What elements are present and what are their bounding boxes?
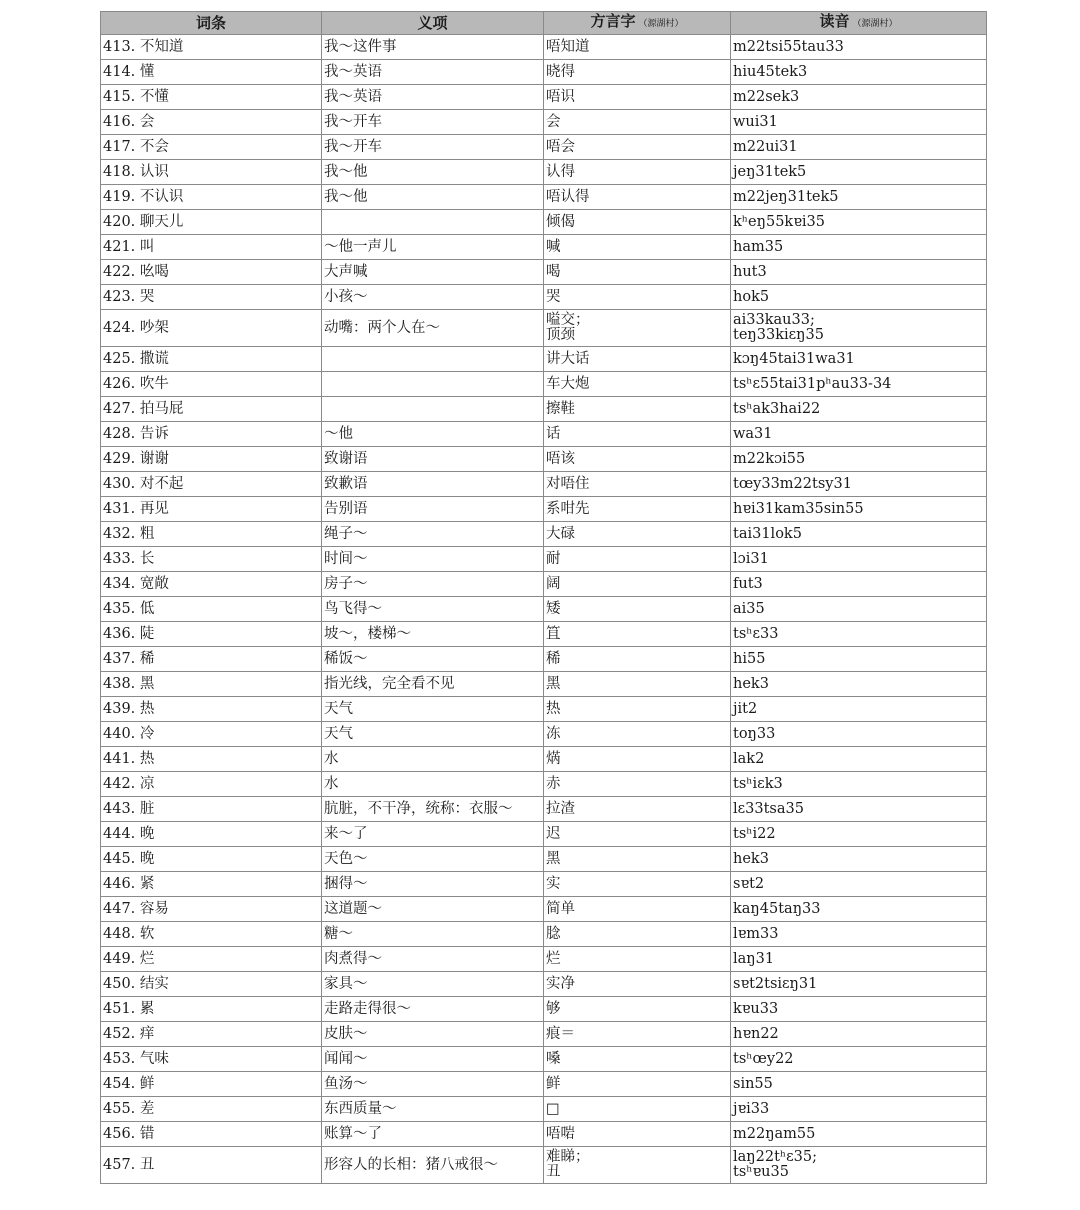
table-row (101, 1147, 987, 1184)
cell-dialect: 喝 (544, 260, 731, 285)
cell-sense: 我～开车 (322, 110, 544, 135)
table-row (101, 997, 987, 1022)
cell-reading: hut3 (731, 260, 987, 285)
cell-dialect: 讲大话 (544, 347, 731, 372)
cell-dialect: 难睇； 丑 (544, 1147, 731, 1184)
cell-term: 428. 告诉 (101, 422, 322, 447)
cell-dialect: 热 (544, 697, 731, 722)
cell-sense: 走路走得很～ (322, 997, 544, 1022)
table-row (101, 1047, 987, 1072)
cell-dialect: 赤 (544, 772, 731, 797)
cell-dialect: 大碌 (544, 522, 731, 547)
table-row (101, 597, 987, 622)
cell-reading: kɐu33 (731, 997, 987, 1022)
table-row (101, 847, 987, 872)
cell-term: 433. 长 (101, 547, 322, 572)
cell-dialect: 喊 (544, 235, 731, 260)
table-row (101, 497, 987, 522)
cell-sense: 动嘴：两个人在～ (322, 310, 544, 347)
table-row (101, 647, 987, 672)
cell-dialect: 唔啱 (544, 1122, 731, 1147)
table-row (101, 522, 987, 547)
cell-sense: 我～开车 (322, 135, 544, 160)
cell-reading: hi55 (731, 647, 987, 672)
cell-reading: sɐt2 (731, 872, 987, 897)
cell-sense: 告别语 (322, 497, 544, 522)
cell-dialect: 简单 (544, 897, 731, 922)
cell-term: 438. 黑 (101, 672, 322, 697)
table-row (101, 185, 987, 210)
cell-reading: kaŋ45taŋ33 (731, 897, 987, 922)
cell-term: 422. 吆喝 (101, 260, 322, 285)
cell-sense: 鸟飞得～ (322, 597, 544, 622)
cell-term: 421. 叫 (101, 235, 322, 260)
cell-dialect: 唔认得 (544, 185, 731, 210)
cell-term: 448. 软 (101, 922, 322, 947)
table-row (101, 210, 987, 235)
cell-reading: lɐm33 (731, 922, 987, 947)
table-row (101, 697, 987, 722)
cell-reading: tsʰiɛk3 (731, 772, 987, 797)
cell-reading: lak2 (731, 747, 987, 772)
cell-dialect: 笡 (544, 622, 731, 647)
cell-reading: tsʰɛ33 (731, 622, 987, 647)
cell-term: 443. 脏 (101, 797, 322, 822)
cell-sense (322, 210, 544, 235)
cell-dialect: 阔 (544, 572, 731, 597)
cell-reading: jit2 (731, 697, 987, 722)
cell-sense: 形容人的长相：猪八戒很～ (322, 1147, 544, 1184)
cell-reading: sin55 (731, 1072, 987, 1097)
table-row (101, 422, 987, 447)
cell-dialect: 唔会 (544, 135, 731, 160)
cell-sense: ～他 (322, 422, 544, 447)
cell-reading: hek3 (731, 672, 987, 697)
cell-reading: ham35 (731, 235, 987, 260)
cell-reading: hɐn22 (731, 1022, 987, 1047)
cell-sense: 鱼汤～ (322, 1072, 544, 1097)
cell-reading: sɐt2tsiɛŋ31 (731, 972, 987, 997)
cell-sense: 这道题～ (322, 897, 544, 922)
cell-term: 431. 再见 (101, 497, 322, 522)
cell-sense: 捆得～ (322, 872, 544, 897)
cell-dialect: 耐 (544, 547, 731, 572)
cell-reading: hek3 (731, 847, 987, 872)
cell-dialect: 实净 (544, 972, 731, 997)
cell-dialect: 拉渣 (544, 797, 731, 822)
cell-term: 430. 对不起 (101, 472, 322, 497)
cell-sense: 家具～ (322, 972, 544, 997)
cell-term: 434. 宽敞 (101, 572, 322, 597)
cell-term: 425. 撒谎 (101, 347, 322, 372)
cell-dialect: 冻 (544, 722, 731, 747)
table-row (101, 872, 987, 897)
cell-reading: lɛ33tsa35 (731, 797, 987, 822)
table-row (101, 797, 987, 822)
cell-sense: 小孩～ (322, 285, 544, 310)
cell-term: 426. 吹牛 (101, 372, 322, 397)
table-row (101, 722, 987, 747)
cell-sense: 水 (322, 772, 544, 797)
table-row (101, 947, 987, 972)
cell-term: 444. 晚 (101, 822, 322, 847)
table-row (101, 235, 987, 260)
table-body (101, 35, 987, 1184)
table-row (101, 397, 987, 422)
cell-reading: tsʰak3hai22 (731, 397, 987, 422)
cell-sense: ～他一声儿 (322, 235, 544, 260)
cell-reading: m22jeŋ31tek5 (731, 185, 987, 210)
cell-reading: tsʰi22 (731, 822, 987, 847)
cell-dialect: 唔识 (544, 85, 731, 110)
table-row (101, 622, 987, 647)
cell-term: 439. 热 (101, 697, 322, 722)
table-row (101, 135, 987, 160)
cell-term: 453. 气味 (101, 1047, 322, 1072)
cell-dialect: 车大炮 (544, 372, 731, 397)
table-row (101, 1022, 987, 1047)
table-row (101, 160, 987, 185)
cell-dialect: 烂 (544, 947, 731, 972)
cell-term: 419. 不认识 (101, 185, 322, 210)
cell-sense: 我～英语 (322, 85, 544, 110)
cell-reading: ai35 (731, 597, 987, 622)
cell-term: 420. 聊天儿 (101, 210, 322, 235)
cell-dialect: 焫 (544, 747, 731, 772)
cell-dialect: 嗌交； 顶颈 (544, 310, 731, 347)
cell-dialect: 痕＝ (544, 1022, 731, 1047)
cell-term: 416. 会 (101, 110, 322, 135)
table-row (101, 972, 987, 997)
cell-dialect: 擦鞋 (544, 397, 731, 422)
table-row (101, 285, 987, 310)
cell-sense: 天色～ (322, 847, 544, 872)
cell-term: 455. 差 (101, 1097, 322, 1122)
cell-sense: 指光线，完全看不见 (322, 672, 544, 697)
cell-reading: laŋ31 (731, 947, 987, 972)
cell-sense: 皮肤～ (322, 1022, 544, 1047)
table-row (101, 822, 987, 847)
cell-dialect: 黑 (544, 847, 731, 872)
table-row (101, 260, 987, 285)
table-row (101, 1072, 987, 1097)
cell-term: 432. 粗 (101, 522, 322, 547)
table-row (101, 547, 987, 572)
cell-dialect: 倾偈 (544, 210, 731, 235)
cell-reading: tsʰɛ55tai31pʰau33-34 (731, 372, 987, 397)
cell-dialect: 唔该 (544, 447, 731, 472)
cell-reading: hiu45tek3 (731, 60, 987, 85)
cell-reading: m22sek3 (731, 85, 987, 110)
cell-sense: 稀饭～ (322, 647, 544, 672)
header-term: 词条 (101, 12, 322, 35)
cell-dialect: 腍 (544, 922, 731, 947)
cell-term: 414. 懂 (101, 60, 322, 85)
cell-term: 418. 认识 (101, 160, 322, 185)
cell-dialect: 嗓 (544, 1047, 731, 1072)
table-row (101, 772, 987, 797)
table-row (101, 672, 987, 697)
cell-dialect: 系咁先 (544, 497, 731, 522)
cell-sense: 坡～，楼梯～ (322, 622, 544, 647)
table-row (101, 922, 987, 947)
cell-sense: 我～这件事 (322, 35, 544, 60)
cell-dialect: 唔知道 (544, 35, 731, 60)
cell-sense: 糖～ (322, 922, 544, 947)
cell-dialect: 晓得 (544, 60, 731, 85)
cell-sense: 东西质量～ (322, 1097, 544, 1122)
vocabulary-table (100, 11, 987, 1184)
table-row (101, 447, 987, 472)
cell-sense: 账算～了 (322, 1122, 544, 1147)
cell-dialect: 迟 (544, 822, 731, 847)
cell-sense: 房子～ (322, 572, 544, 597)
cell-dialect: 黑 (544, 672, 731, 697)
table-row (101, 310, 987, 347)
cell-reading: tai31lok5 (731, 522, 987, 547)
cell-term: 440. 冷 (101, 722, 322, 747)
table-row (101, 1122, 987, 1147)
cell-reading: wui31 (731, 110, 987, 135)
header-reading-note: （源湖村） (852, 19, 898, 29)
cell-sense: 天气 (322, 722, 544, 747)
table-row (101, 572, 987, 597)
cell-dialect: 对唔住 (544, 472, 731, 497)
cell-reading: hɐi31kam35sin55 (731, 497, 987, 522)
cell-sense (322, 372, 544, 397)
cell-sense: 绳子～ (322, 522, 544, 547)
cell-reading: laŋ22tʰɛ35; tsʰɐu35 (731, 1147, 987, 1184)
header-dialect-note: （源湖村） (638, 19, 684, 29)
cell-reading: wa31 (731, 422, 987, 447)
cell-term: 441. 热 (101, 747, 322, 772)
table-row (101, 472, 987, 497)
cell-reading: fut3 (731, 572, 987, 597)
table-row (101, 347, 987, 372)
cell-sense: 来～了 (322, 822, 544, 847)
header-reading: 读音 （源湖村） (731, 12, 987, 35)
cell-term: 423. 哭 (101, 285, 322, 310)
cell-term: 436. 陡 (101, 622, 322, 647)
header-dialect: 方言字 （源湖村） (544, 12, 731, 35)
cell-sense: 天气 (322, 697, 544, 722)
cell-reading: hok5 (731, 285, 987, 310)
cell-sense: 闻闻～ (322, 1047, 544, 1072)
cell-term: 427. 拍马屁 (101, 397, 322, 422)
cell-dialect: 哭 (544, 285, 731, 310)
cell-reading: tœy33m22tsy31 (731, 472, 987, 497)
cell-term: 442. 凉 (101, 772, 322, 797)
cell-dialect: 会 (544, 110, 731, 135)
cell-reading: tsʰœy22 (731, 1047, 987, 1072)
cell-dialect: 实 (544, 872, 731, 897)
cell-sense: 肮脏，不干净，统称：衣服～ (322, 797, 544, 822)
cell-term: 435. 低 (101, 597, 322, 622)
cell-term: 446. 紧 (101, 872, 322, 897)
cell-reading: toŋ33 (731, 722, 987, 747)
cell-sense: 我～他 (322, 160, 544, 185)
cell-term: 451. 累 (101, 997, 322, 1022)
table-row (101, 372, 987, 397)
cell-sense: 水 (322, 747, 544, 772)
cell-dialect: □ (544, 1097, 731, 1122)
cell-sense: 肉煮得～ (322, 947, 544, 972)
cell-dialect: 够 (544, 997, 731, 1022)
header-sense: 义项 (322, 12, 544, 35)
cell-reading: m22kɔi55 (731, 447, 987, 472)
cell-term: 417. 不会 (101, 135, 322, 160)
cell-sense: 大声喊 (322, 260, 544, 285)
cell-reading: jɐi33 (731, 1097, 987, 1122)
cell-reading: lɔi31 (731, 547, 987, 572)
cell-term: 429. 谢谢 (101, 447, 322, 472)
cell-reading: m22tsi55tau33 (731, 35, 987, 60)
cell-sense (322, 347, 544, 372)
cell-term: 413. 不知道 (101, 35, 322, 60)
cell-term: 454. 鲜 (101, 1072, 322, 1097)
cell-term: 437. 稀 (101, 647, 322, 672)
table-row (101, 85, 987, 110)
table-row (101, 35, 987, 60)
cell-term: 452. 痒 (101, 1022, 322, 1047)
cell-sense: 致谢语 (322, 447, 544, 472)
cell-reading: ai33kau33; teŋ33kiɛŋ35 (731, 310, 987, 347)
table-header-row (101, 12, 987, 35)
cell-term: 424. 吵架 (101, 310, 322, 347)
cell-dialect: 话 (544, 422, 731, 447)
table-row (101, 60, 987, 85)
cell-reading: m22ui31 (731, 135, 987, 160)
table-row (101, 897, 987, 922)
cell-term: 456. 错 (101, 1122, 322, 1147)
cell-dialect: 稀 (544, 647, 731, 672)
cell-dialect: 矮 (544, 597, 731, 622)
cell-term: 457. 丑 (101, 1147, 322, 1184)
cell-sense: 我～他 (322, 185, 544, 210)
cell-dialect: 认得 (544, 160, 731, 185)
cell-term: 449. 烂 (101, 947, 322, 972)
cell-dialect: 鲜 (544, 1072, 731, 1097)
cell-sense (322, 397, 544, 422)
cell-term: 415. 不懂 (101, 85, 322, 110)
cell-reading: m22ŋam55 (731, 1122, 987, 1147)
cell-reading: jeŋ31tek5 (731, 160, 987, 185)
table-row (101, 747, 987, 772)
cell-term: 450. 结实 (101, 972, 322, 997)
cell-term: 445. 晚 (101, 847, 322, 872)
table-row (101, 110, 987, 135)
cell-sense: 我～英语 (322, 60, 544, 85)
cell-sense: 致歉语 (322, 472, 544, 497)
table-row (101, 1097, 987, 1122)
cell-reading: kɔŋ45tai31wa31 (731, 347, 987, 372)
cell-term: 447. 容易 (101, 897, 322, 922)
cell-sense: 时间～ (322, 547, 544, 572)
cell-reading: kʰeŋ55kɐi35 (731, 210, 987, 235)
